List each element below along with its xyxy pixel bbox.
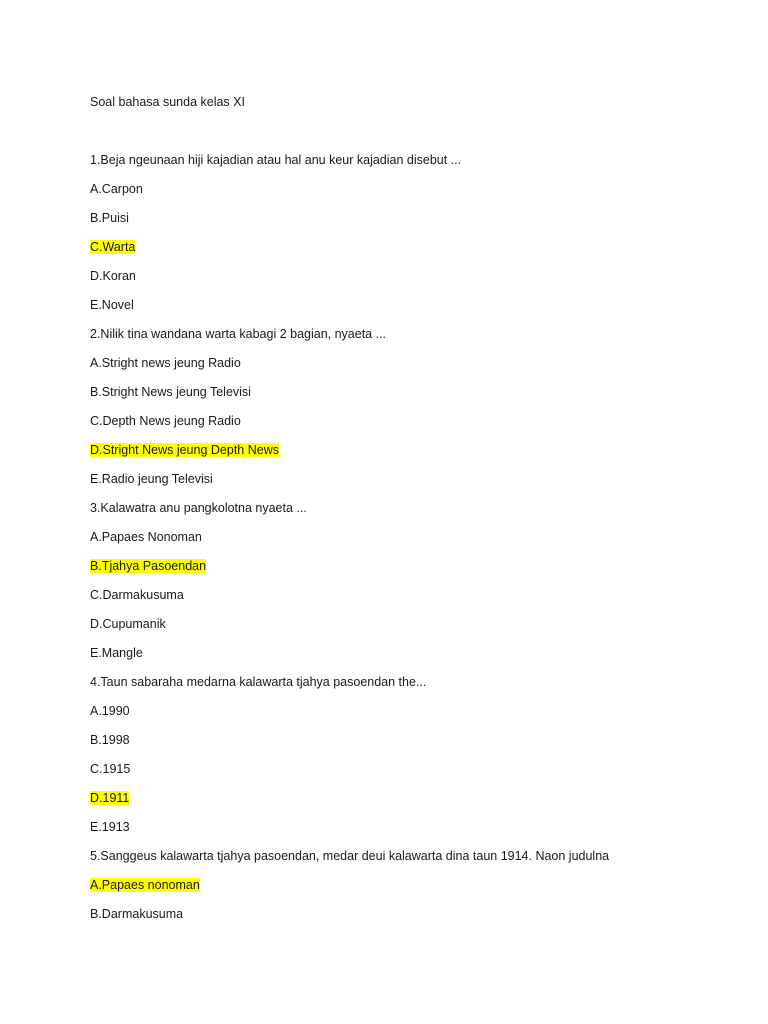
answer-option (90, 703, 130, 719)
question-text (90, 848, 609, 864)
line-text: C.Depth News jeung Radio (90, 414, 241, 428)
line-text: C.Darmakusuma (90, 588, 184, 602)
answer-option (90, 384, 251, 400)
answer-option (90, 732, 130, 748)
line-text: C.1915 (90, 762, 131, 776)
line-text: D.Cupumanik (90, 617, 166, 631)
answer-option (90, 906, 183, 922)
line-text: A.Carpon (90, 182, 143, 196)
question-text (90, 152, 461, 168)
answer-option (90, 645, 143, 661)
answer-option (90, 790, 129, 806)
highlighted-answer: C.Warta (90, 240, 136, 254)
line-text: A.Papaes Nonoman (90, 530, 202, 544)
line-text: 5.Sanggeus kalawarta tjahya pasoendan, medar deui kalawarta dina taun 1914. Naon judulna (90, 849, 610, 863)
answer-option (90, 239, 135, 255)
answer-option (90, 210, 129, 226)
line-text: E.Radio jeung Televisi (90, 472, 213, 486)
line-text: E.Novel (90, 298, 134, 312)
answer-option (90, 181, 143, 197)
question-text (90, 500, 307, 516)
answer-option (90, 877, 200, 893)
line-text: 4.Taun sabaraha medarna kalawarta tjahya pasoendan the... (90, 675, 427, 689)
answer-option (90, 587, 184, 603)
line-text: B.Darmakusuma (90, 907, 184, 921)
question-text (90, 674, 426, 690)
answer-option (90, 268, 136, 284)
answer-option (90, 442, 279, 458)
line-text: A.Stright news jeung Radio (90, 356, 241, 370)
highlighted-answer: B.Tjahya Pasoendan (90, 559, 207, 573)
line-text: 1.Beja ngeunaan hiji kajadian atau hal anu keur kajadian disebut ... (90, 153, 462, 167)
answer-option (90, 616, 166, 632)
line-text: E.Mangle (90, 646, 143, 660)
highlighted-answer: D.1911 (90, 791, 130, 805)
line-text: B.Puisi (90, 211, 129, 225)
answer-option (90, 819, 130, 835)
line-text: A.1990 (90, 704, 130, 718)
answer-option (90, 529, 202, 545)
document-title: Soal bahasa sunda kelas XI (90, 95, 245, 109)
answer-option (90, 471, 213, 487)
line-text: 2.Nilik tina wandana warta kabagi 2 bagian, nyaeta ... (90, 327, 387, 341)
answer-option (90, 355, 241, 371)
answer-option (90, 558, 206, 574)
line-text: D.Koran (90, 269, 136, 283)
question-text (90, 326, 386, 342)
answer-option (90, 761, 130, 777)
line-text: E.1913 (90, 820, 130, 834)
highlighted-answer: D.Stright News jeung Depth News (90, 443, 279, 457)
line-text: B.Stright News jeung Televisi (90, 385, 251, 399)
line-text: B.1998 (90, 733, 130, 747)
answer-option (90, 297, 134, 313)
highlighted-answer: A.Papaes nonoman (90, 878, 200, 892)
answer-option (90, 413, 241, 429)
line-text: 3.Kalawatra anu pangkolotna nyaeta ... (90, 501, 307, 515)
